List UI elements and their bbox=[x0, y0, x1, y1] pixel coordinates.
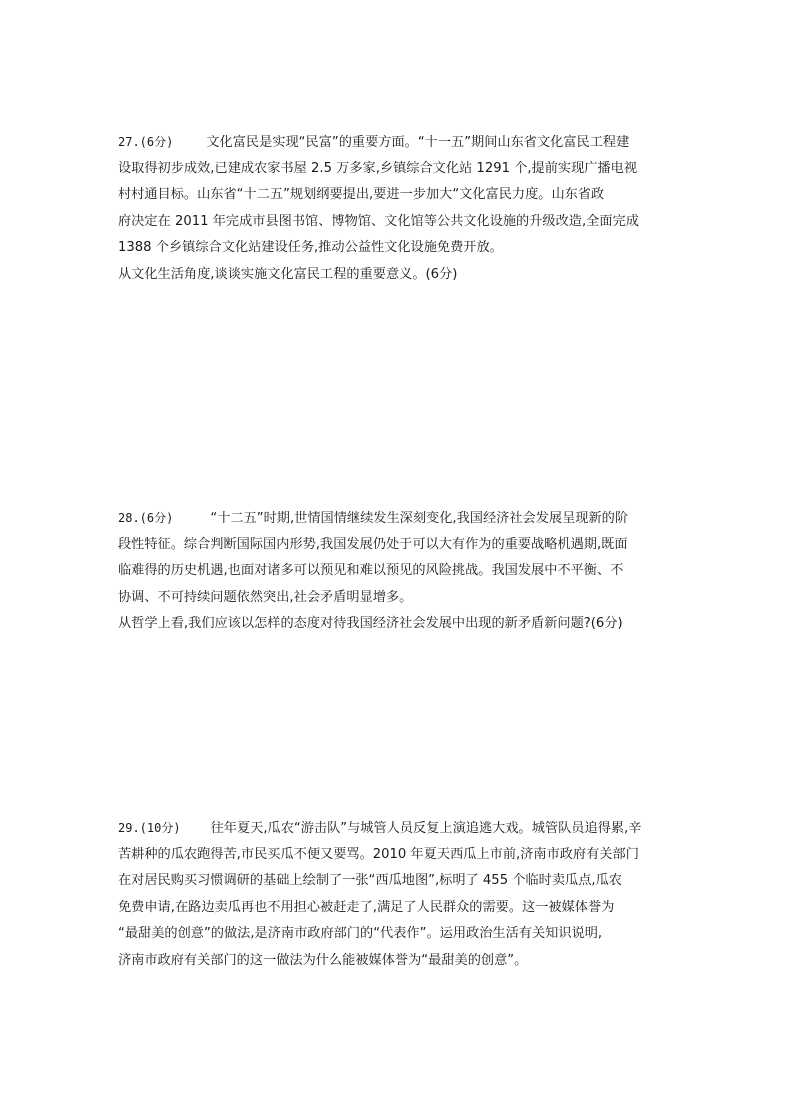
question-29-text-1: 往年夏天,瓜农“游击队”与城管人员反复上演追逃大戏。城管队员追得累,辛 bbox=[210, 821, 642, 836]
question-27-line-1 bbox=[118, 129, 698, 156]
question-28-text-1: “十二五”时期,世情国情继续发生深刻变化,我国经济社会发展呈现新的阶 bbox=[210, 511, 629, 526]
question-27 bbox=[118, 129, 698, 288]
question-27-prompt: 从文化生活角度,谈谈实施文化富民工程的重要意义。(6分) bbox=[118, 266, 458, 282]
question-28-number: 28.(6分) bbox=[118, 511, 174, 525]
question-27-line-3: 村村通目标。山东省“十二五”规划纲要提出,要进一步加大“文化富民力度。山东省政 bbox=[118, 187, 605, 202]
question-29-line-2: 苦耕种的瓜农跑得苦,市民买瓜不便又要骂。2010 年夏天西瓜上市前,济南市政府有关部门 bbox=[118, 846, 639, 862]
question-28-line-4: 协调、不可持续问题依然突出,社会矛盾明显增多。 bbox=[118, 589, 413, 605]
question-27-number: 27.(6分) bbox=[118, 135, 174, 149]
question-29 bbox=[118, 815, 698, 974]
question-29-line-1 bbox=[118, 815, 698, 842]
question-27-line-2: 设取得初步成效,已建成农家书屋 2.5 万多家,乡镇综合文化站 1291 个,提前实现广播电视 bbox=[118, 160, 638, 176]
question-29-line-6: 济南市政府有关部门的这一做法为什么能被媒体誉为“最甜美的创意”。 bbox=[118, 952, 528, 968]
question-27-line-5: 1388 个乡镇综合文化站建设任务,推动公益性文化设施免费开放。 bbox=[118, 240, 503, 255]
question-29-line-4: 免费申请,在路边卖瓜再也不用担心被赶走了,满足了人民群众的需要。这一被媒体誉为 bbox=[118, 899, 615, 915]
question-28-line-2: 段性特征。综合判断国际国内形势,我国发展仍处于可以大有作为的重要战略机遇期,既面 bbox=[118, 536, 628, 552]
question-29-line-5: “最甜美的创意”的做法,是济南市政府部门的“代表作”。运用政治生活有关知识说明, bbox=[118, 926, 603, 941]
question-28-line-3: 临难得的历史机遇,也面对诸多可以预见和难以预见的风险挑战。我国发展中不平衡、不 bbox=[118, 563, 624, 578]
question-28-line-1 bbox=[118, 505, 698, 532]
question-29-number: 29.(10分) bbox=[118, 821, 181, 835]
question-27-text-1: 文化富民是实现“民富”的重要方面。“十一五”期间山东省文化富民工程建 bbox=[206, 135, 630, 150]
question-28-prompt: 从哲学上看,我们应该以怎样的态度对待我国经济社会发展中出现的新矛盾新问题?(6分) bbox=[118, 616, 623, 631]
question-27-line-4: 府决定在 2011 年完成市县图书馆、博物馆、文化馆等公共文化设施的升级改造,全面完成 bbox=[118, 213, 639, 229]
question-29-line-3: 在对居民购买习惯调研的基础上绘制了一张“西瓜地图”,标明了 455 个临时卖瓜点,瓜农 bbox=[118, 873, 622, 888]
question-28 bbox=[118, 505, 698, 638]
